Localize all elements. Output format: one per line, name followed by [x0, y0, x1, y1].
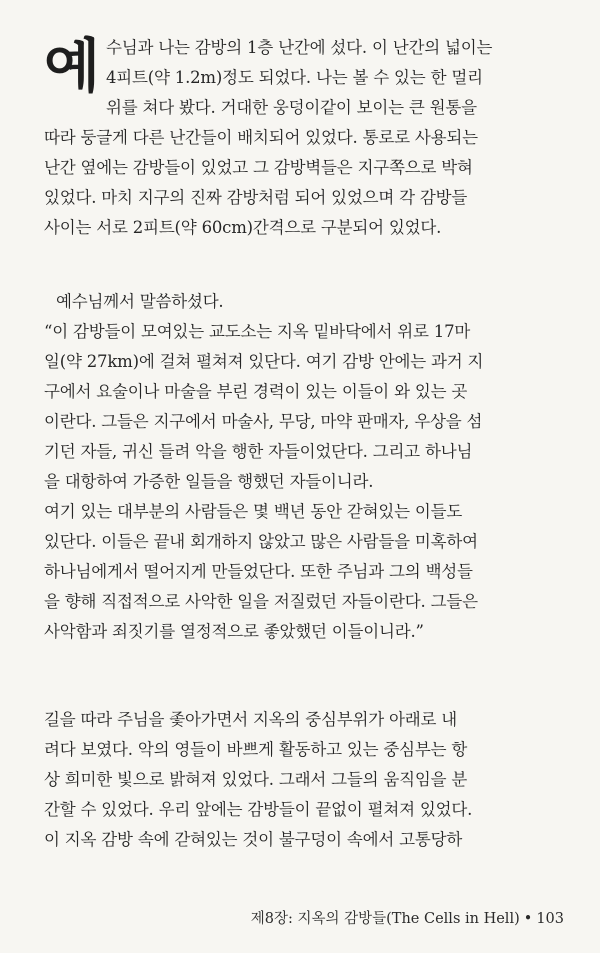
paragraph-2 — [44, 287, 566, 647]
text-line: 이란다. 그들은 지구에서 마술사, 무당, 마약 판매자, 우상을 섬 — [44, 412, 483, 431]
paragraph-1 — [44, 33, 566, 243]
text-line: 이 지옥 감방 속에 갇혀있는 것이 불구덩이 속에서 고통당하 — [44, 830, 463, 849]
text-line: 을 대항하여 가증한 일들을 행했던 자들이니라. — [44, 472, 374, 491]
text-line: 사이는 서로 2피트(약 60cm)간격으로 구분되어 있었다. — [44, 218, 442, 237]
drop-cap: 예 — [44, 32, 101, 100]
text-line: 4피트(약 1.2m)정도 되었다. 나는 볼 수 있는 한 멀리 — [106, 68, 483, 87]
chapter-title: 제8장: 지옥의 감방들(The Cells in Hell) — [250, 911, 520, 927]
text-line: 위를 쳐다 봤다. 거대한 웅덩이같이 보이는 큰 원통을 — [106, 98, 477, 117]
page-number: 103 — [536, 911, 564, 927]
text-line: 일(약 27km)에 걸쳐 펼쳐져 있단다. 여기 감방 안에는 과거 지 — [44, 352, 484, 371]
text-line: 사악함과 죄짓기를 열정적으로 좋았했던 이들이니라.” — [44, 622, 424, 641]
text-line: 구에서 요술이나 마술을 부린 경력이 있는 이들이 와 있는 곳 — [44, 382, 468, 401]
text-line: 상 희미한 빛으로 밝혀져 있었다. 그래서 그들의 움직임을 분 — [44, 770, 468, 789]
text-line: 려다 보였다. 악의 영들이 바쁘게 활동하고 있는 중심부는 항 — [44, 740, 468, 759]
text-line: 간할 수 있었다. 우리 앞에는 감방들이 끝없이 펼쳐져 있었다. — [44, 800, 473, 819]
text-line: 을 향해 직접적으로 사악한 일을 저질렀던 자들이란다. 그들은 — [44, 592, 478, 611]
text-line: “이 감방들이 모여있는 교도소는 지옥 밑바닥에서 위로 17마 — [44, 322, 471, 341]
paragraph-3 — [44, 705, 566, 855]
text-line: 기던 자들, 귀신 들려 악을 행한 자들이었단다. 그리고 하나님 — [44, 442, 473, 461]
text-line: 길을 따라 주님을 좇아가면서 지옥의 중심부위가 아래로 내 — [44, 710, 458, 729]
page-footer — [251, 907, 564, 928]
text-line: 예수님께서 말씀하셨다. — [56, 292, 224, 311]
text-line: 난간 옆에는 감방들이 있었고 그 감방벽들은 지구쪽으로 박혀 — [44, 158, 473, 177]
text-line: 수님과 나는 감방의 1층 난간에 섰다. 이 난간의 넓이는 — [106, 38, 493, 57]
text-line: 여기 있는 대부분의 사람들은 몇 백년 동안 갇혀있는 이들도 — [44, 502, 463, 521]
bullet-separator: • — [523, 911, 533, 927]
text-line: 있단다. 이들은 끝내 회개하지 않았고 많은 사람들을 미혹하여 — [44, 532, 478, 551]
text-line: 있었다. 마치 지구의 진짜 감방처럼 되어 있었으며 각 감방들 — [44, 188, 468, 207]
text-line: 하나님에게서 떨어지게 만들었단다. 또한 주님과 그의 백성들 — [44, 562, 473, 581]
text-line: 따라 둥글게 다른 난간들이 배치되어 있었다. 통로로 사용되는 — [44, 128, 478, 147]
